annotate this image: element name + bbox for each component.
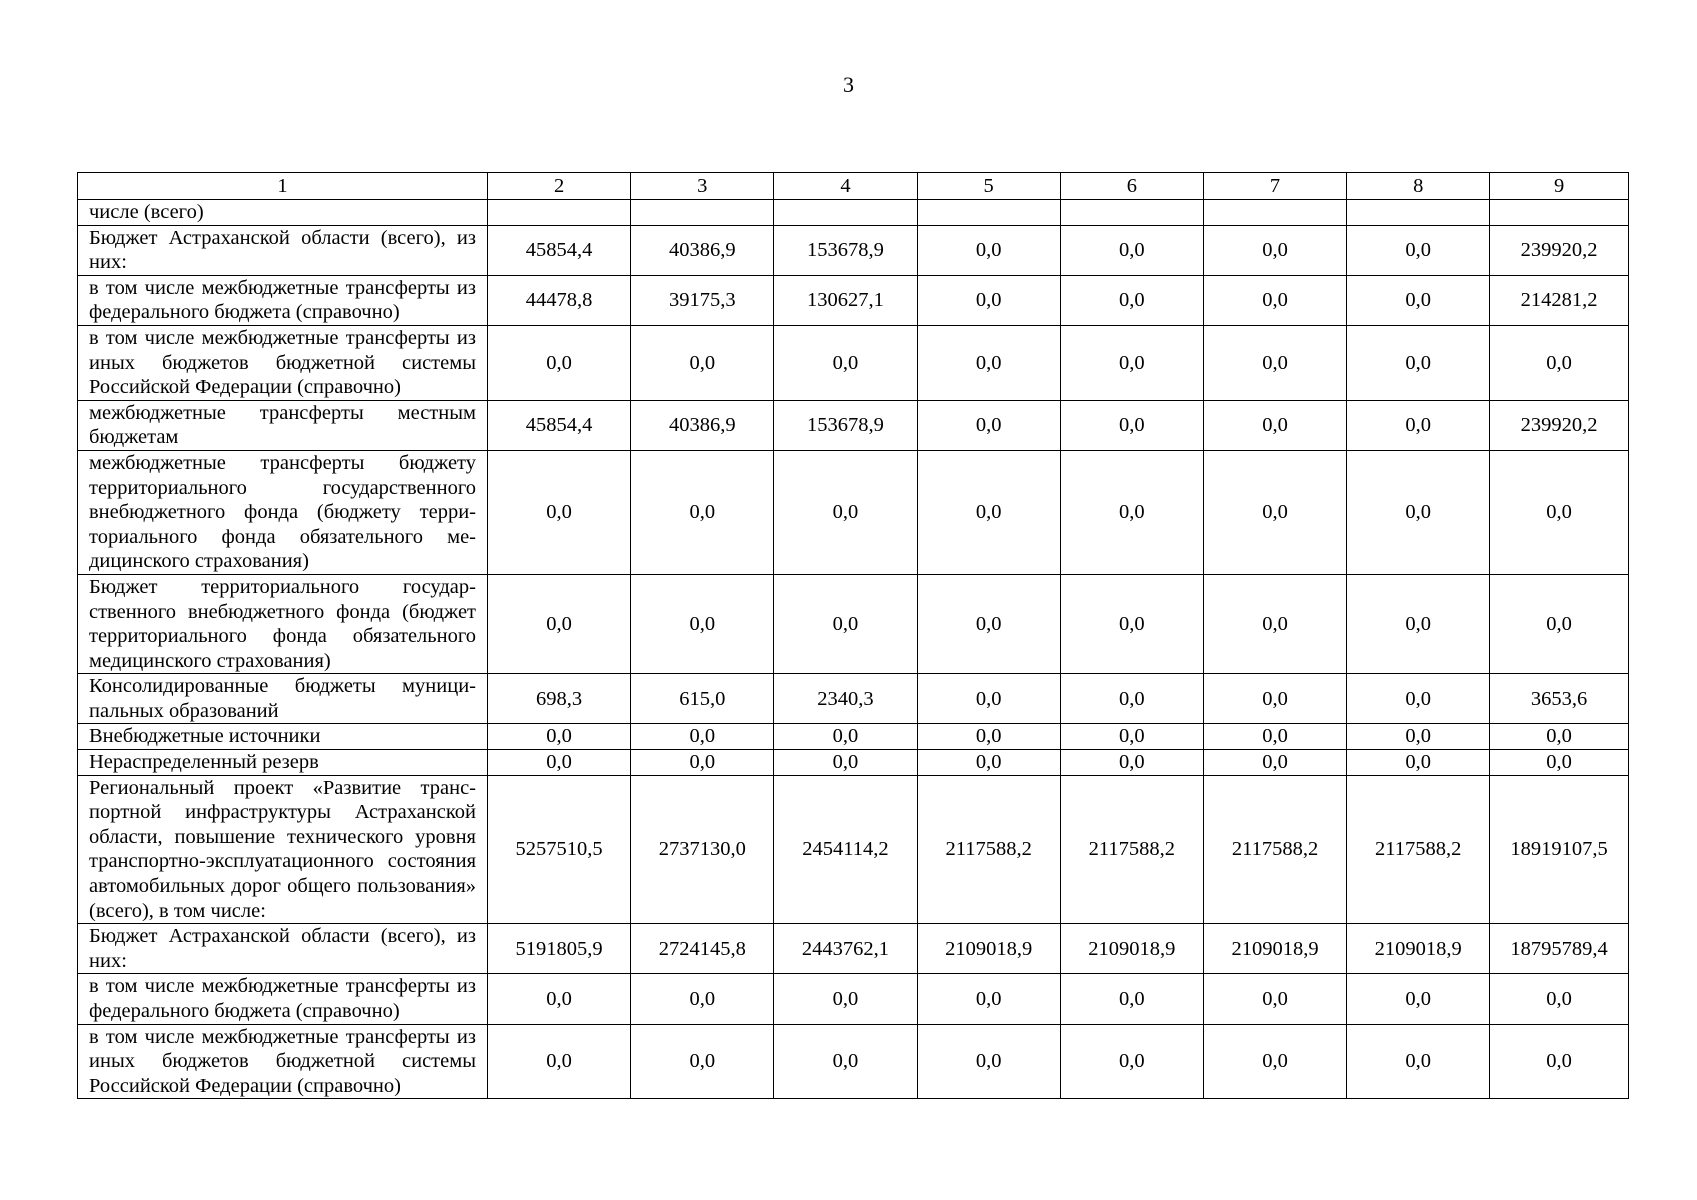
value-cell-col-6: 0,0 [1060, 974, 1203, 1024]
value-cell-col-9: 0,0 [1490, 750, 1629, 776]
value-cell-col-4: 0,0 [774, 574, 917, 673]
column-number-1: 1 [78, 173, 488, 200]
value-cell-col-9: 0,0 [1490, 974, 1629, 1024]
value-cell-col-2: 45854,4 [488, 400, 631, 450]
value-cell-col-6: 0,0 [1060, 325, 1203, 400]
value-cell-col-2: 0,0 [488, 750, 631, 776]
column-number-8: 8 [1347, 173, 1490, 200]
value-cell-col-6: 0,0 [1060, 724, 1203, 750]
value-cell-col-8: 0,0 [1347, 325, 1490, 400]
table-row [78, 400, 1629, 450]
value-cell-col-7: 0,0 [1203, 450, 1346, 574]
value-cell-col-4: 0,0 [774, 724, 917, 750]
row-label: в том числе межбюджетные трансферты из федерального бюджета (справочно) [78, 974, 488, 1024]
value-cell-col-3: 40386,9 [631, 400, 774, 450]
value-cell-col-6: 0,0 [1060, 1024, 1203, 1099]
value-cell-col-9: 3653,6 [1490, 674, 1629, 724]
value-cell-col-4: 130627,1 [774, 275, 917, 325]
value-cell-col-3: 0,0 [631, 1024, 774, 1099]
row-label: межбюджетные трансферты бюджету территориального государственного внебюджетного фонда (бюджету территориального фонда обязательного медицинского страхования) [78, 450, 488, 574]
value-cell-col-9: 0,0 [1490, 574, 1629, 673]
value-cell-col-3: 40386,9 [631, 225, 774, 275]
row-label: в том числе межбюджетные трансферты из федерального бюджета (справочно) [78, 275, 488, 325]
row-label: Консолидированные бюджеты муниципальных образований [78, 674, 488, 724]
value-cell-col-2: 5257510,5 [488, 775, 631, 924]
table-row [78, 674, 1629, 724]
value-cell-col-2: 0,0 [488, 450, 631, 574]
value-cell-col-8 [1347, 200, 1490, 226]
row-label: Региональный проект «Развитие транспортной инфраструктуры Астраханской области, повышение технического уровня транспортно-эксплуатационного состояния автомобильных дорог общего пользования» (всего), в том числе: [78, 775, 488, 924]
value-cell-col-5: 2117588,2 [917, 775, 1060, 924]
table-header-row [78, 173, 1629, 200]
value-cell-col-9: 18919107,5 [1490, 775, 1629, 924]
value-cell-col-3: 2724145,8 [631, 924, 774, 974]
row-label: Внебюджетные источники [78, 724, 488, 750]
value-cell-col-4: 0,0 [774, 974, 917, 1024]
value-cell-col-8: 0,0 [1347, 275, 1490, 325]
column-number-9: 9 [1490, 173, 1629, 200]
value-cell-col-2: 698,3 [488, 674, 631, 724]
value-cell-col-6: 0,0 [1060, 450, 1203, 574]
value-cell-col-2: 0,0 [488, 325, 631, 400]
row-label: Нераспределенный резерв [78, 750, 488, 776]
table-row [78, 225, 1629, 275]
column-number-2: 2 [488, 173, 631, 200]
value-cell-col-5: 0,0 [917, 450, 1060, 574]
value-cell-col-6: 0,0 [1060, 750, 1203, 776]
value-cell-col-2: 0,0 [488, 1024, 631, 1099]
value-cell-col-8: 0,0 [1347, 450, 1490, 574]
value-cell-col-8: 2117588,2 [1347, 775, 1490, 924]
table-row [78, 574, 1629, 673]
value-cell-col-7: 0,0 [1203, 225, 1346, 275]
row-label: в том числе межбюджетные трансферты из иных бюджетов бюджетной системы Российской Федерации (справочно) [78, 325, 488, 400]
value-cell-col-7: 0,0 [1203, 1024, 1346, 1099]
value-cell-col-6: 2117588,2 [1060, 775, 1203, 924]
value-cell-col-7: 0,0 [1203, 724, 1346, 750]
value-cell-col-7: 0,0 [1203, 750, 1346, 776]
value-cell-col-3: 0,0 [631, 450, 774, 574]
value-cell-col-3: 0,0 [631, 325, 774, 400]
page-number: 3 [843, 72, 854, 97]
value-cell-col-6: 2109018,9 [1060, 924, 1203, 974]
value-cell-col-4: 2454114,2 [774, 775, 917, 924]
table-row [78, 974, 1629, 1024]
value-cell-col-9: 239920,2 [1490, 225, 1629, 275]
table-row [78, 924, 1629, 974]
value-cell-col-8: 0,0 [1347, 225, 1490, 275]
value-cell-col-5: 0,0 [917, 750, 1060, 776]
value-cell-col-8: 0,0 [1347, 400, 1490, 450]
value-cell-col-6: 0,0 [1060, 574, 1203, 673]
value-cell-col-5: 0,0 [917, 225, 1060, 275]
value-cell-col-5: 0,0 [917, 674, 1060, 724]
value-cell-col-2: 5191805,9 [488, 924, 631, 974]
value-cell-col-4: 2340,3 [774, 674, 917, 724]
value-cell-col-9: 0,0 [1490, 1024, 1629, 1099]
value-cell-col-6 [1060, 200, 1203, 226]
value-cell-col-7: 0,0 [1203, 325, 1346, 400]
value-cell-col-8: 2109018,9 [1347, 924, 1490, 974]
value-cell-col-5: 0,0 [917, 724, 1060, 750]
value-cell-col-4: 0,0 [774, 325, 917, 400]
table-row [78, 1024, 1629, 1099]
value-cell-col-8: 0,0 [1347, 724, 1490, 750]
value-cell-col-7: 0,0 [1203, 674, 1346, 724]
value-cell-col-6: 0,0 [1060, 400, 1203, 450]
row-label: Бюджет территориального государственного внебюджетного фонда (бюджет территориального фонда обязательного медицинского страхования) [78, 574, 488, 673]
value-cell-col-7 [1203, 200, 1346, 226]
value-cell-col-5: 0,0 [917, 574, 1060, 673]
budget-table-body [78, 173, 1629, 1099]
value-cell-col-5: 0,0 [917, 400, 1060, 450]
value-cell-col-3: 39175,3 [631, 275, 774, 325]
value-cell-col-2 [488, 200, 631, 226]
table-row [78, 325, 1629, 400]
value-cell-col-7: 2109018,9 [1203, 924, 1346, 974]
row-label: числе (всего) [78, 200, 488, 226]
value-cell-col-2: 45854,4 [488, 225, 631, 275]
row-label: Бюджет Астраханской области (всего), из них: [78, 225, 488, 275]
table-row [78, 724, 1629, 750]
row-label: межбюджетные трансферты местным бюджетам [78, 400, 488, 450]
value-cell-col-9: 0,0 [1490, 325, 1629, 400]
value-cell-col-9: 0,0 [1490, 724, 1629, 750]
value-cell-col-4: 2443762,1 [774, 924, 917, 974]
value-cell-col-3: 0,0 [631, 974, 774, 1024]
value-cell-col-7: 0,0 [1203, 400, 1346, 450]
value-cell-col-6: 0,0 [1060, 674, 1203, 724]
table-row [78, 200, 1629, 226]
value-cell-col-4: 0,0 [774, 1024, 917, 1099]
row-label: Бюджет Астраханской области (всего), из них: [78, 924, 488, 974]
table-row [78, 775, 1629, 924]
value-cell-col-9: 214281,2 [1490, 275, 1629, 325]
value-cell-col-2: 0,0 [488, 724, 631, 750]
value-cell-col-4: 153678,9 [774, 400, 917, 450]
column-number-4: 4 [774, 173, 917, 200]
value-cell-col-9: 239920,2 [1490, 400, 1629, 450]
value-cell-col-7: 0,0 [1203, 275, 1346, 325]
value-cell-col-5 [917, 200, 1060, 226]
value-cell-col-4 [774, 200, 917, 226]
value-cell-col-5: 0,0 [917, 1024, 1060, 1099]
column-number-7: 7 [1203, 173, 1346, 200]
value-cell-col-7: 0,0 [1203, 974, 1346, 1024]
value-cell-col-6: 0,0 [1060, 225, 1203, 275]
value-cell-col-8: 0,0 [1347, 574, 1490, 673]
table-row [78, 450, 1629, 574]
value-cell-col-8: 0,0 [1347, 974, 1490, 1024]
value-cell-col-7: 0,0 [1203, 574, 1346, 673]
value-cell-col-8: 0,0 [1347, 1024, 1490, 1099]
column-number-5: 5 [917, 173, 1060, 200]
value-cell-col-6: 0,0 [1060, 275, 1203, 325]
value-cell-col-5: 0,0 [917, 325, 1060, 400]
budget-table [77, 172, 1629, 1099]
value-cell-col-3: 615,0 [631, 674, 774, 724]
value-cell-col-8: 0,0 [1347, 750, 1490, 776]
value-cell-col-3: 0,0 [631, 750, 774, 776]
value-cell-col-4: 0,0 [774, 750, 917, 776]
value-cell-col-2: 0,0 [488, 974, 631, 1024]
value-cell-col-5: 0,0 [917, 275, 1060, 325]
table-row [78, 275, 1629, 325]
value-cell-col-5: 2109018,9 [917, 924, 1060, 974]
value-cell-col-9 [1490, 200, 1629, 226]
value-cell-col-3: 0,0 [631, 724, 774, 750]
value-cell-col-4: 0,0 [774, 450, 917, 574]
value-cell-col-3: 0,0 [631, 574, 774, 673]
value-cell-col-2: 0,0 [488, 574, 631, 673]
value-cell-col-7: 2117588,2 [1203, 775, 1346, 924]
value-cell-col-8: 0,0 [1347, 674, 1490, 724]
value-cell-col-9: 18795789,4 [1490, 924, 1629, 974]
value-cell-col-2: 44478,8 [488, 275, 631, 325]
table-row [78, 750, 1629, 776]
value-cell-col-4: 153678,9 [774, 225, 917, 275]
value-cell-col-3 [631, 200, 774, 226]
column-number-3: 3 [631, 173, 774, 200]
value-cell-col-3: 2737130,0 [631, 775, 774, 924]
column-number-6: 6 [1060, 173, 1203, 200]
row-label: в том числе межбюджетные трансферты из иных бюджетов бюджетной системы Российской Федерации (справочно) [78, 1024, 488, 1099]
value-cell-col-9: 0,0 [1490, 450, 1629, 574]
value-cell-col-5: 0,0 [917, 974, 1060, 1024]
